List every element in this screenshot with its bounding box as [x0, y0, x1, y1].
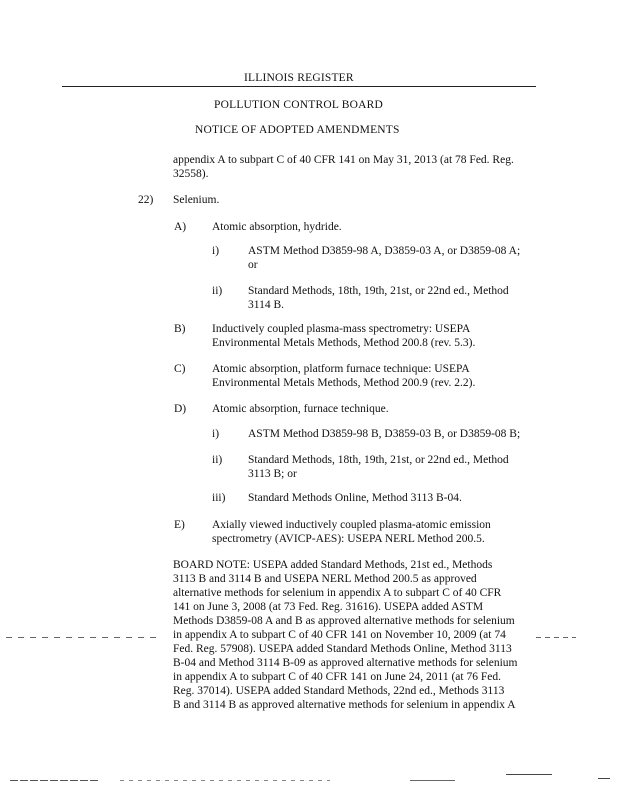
section-e-line-2: spectrometry (AVICP-AES): USEPA NERL Method 200.5. [212, 533, 485, 545]
section-d-text: Atomic absorption, furnace technique. [212, 403, 389, 415]
section-c-line-2: Environmental Metals Methods, Method 200.9 (rev. 2.2). [212, 377, 476, 389]
section-c-label: C) [174, 363, 186, 375]
footer-mark-3 [410, 780, 455, 781]
section-d-label: D) [174, 403, 187, 415]
footer-mark-1 [10, 780, 100, 781]
board-note-line-2: 3113 B and 3114 B and USEPA NERL Method 200.5 as approved [173, 573, 477, 585]
board-note-line-7: Fed. Reg. 57908). USEPA added Standard Methods Online, Method 3113 [173, 643, 512, 655]
section-c-line-1: Atomic absorption, platform furnace technique: USEPA [212, 363, 470, 375]
section-a-i-label: i) [212, 245, 220, 257]
section-a-ii-label: ii) [212, 285, 223, 297]
board-note-line-3: alternative methods for selenium in appendix A to subpart C of 40 CFR [173, 587, 502, 599]
header-rule [62, 86, 536, 87]
margin-mark-left [6, 637, 156, 638]
footer-mark-2 [120, 780, 330, 781]
section-d-ii-label: ii) [212, 454, 223, 466]
section-d-iii-label: iii) [212, 492, 226, 504]
section-d-i-line-1: ASTM Method D3859-98 B, D3859-03 B, or D3859-08 B; [248, 428, 521, 440]
section-b-line-2: Environmental Metals Methods, Method 200.8 (rev. 5.3). [212, 337, 476, 349]
register-title: ILLINOIS REGISTER [244, 72, 354, 84]
section-a-label: A) [174, 221, 187, 233]
item-number: 22) [138, 194, 154, 206]
intro-line-1: appendix A to subpart C of 40 CFR 141 on May 31, 2013 (at 78 Fed. Reg. [173, 154, 514, 166]
section-d-iii-line-1: Standard Methods Online, Method 3113 B-04. [248, 492, 462, 504]
section-d-ii-line-1: Standard Methods, 18th, 19th, 21st, or 22nd ed., Method [248, 454, 509, 466]
section-a-ii-line-2: 3114 B. [248, 299, 284, 311]
board-title: POLLUTION CONTROL BOARD [214, 99, 384, 111]
section-d-i-label: i) [212, 428, 220, 440]
footer-mark-5 [598, 778, 610, 779]
section-e-line-1: Axially viewed inductively coupled plasma-atomic emission [212, 519, 491, 531]
section-e-label: E) [174, 519, 185, 531]
section-b-label: B) [174, 323, 186, 335]
section-a-ii-line-1: Standard Methods, 18th, 19th, 21st, or 22nd ed., Method [248, 285, 509, 297]
board-note-line-5: Methods D3859-08 A and B as approved alternative methods for selenium [173, 615, 515, 627]
board-note-line-8: B-04 and Method 3114 B-09 as approved alternative methods for selenium [173, 657, 518, 669]
section-a-text: Atomic absorption, hydride. [212, 221, 342, 233]
footer-mark-4 [506, 774, 552, 775]
margin-mark-right [536, 637, 576, 638]
board-note-line-10: Reg. 37014). USEPA added Standard Methods, 22nd ed., Methods 3113 [173, 685, 505, 697]
board-note-line-11: B and 3114 B as approved alternative methods for selenium in appendix A [173, 699, 516, 711]
board-note-line-6: in appendix A to subpart C of 40 CFR 141 on November 10, 2009 (at 74 [173, 629, 506, 641]
section-d-ii-line-2: 3113 B; or [248, 468, 297, 480]
board-note-line-9: in appendix A to subpart C of 40 CFR 141 on June 24, 2011 (at 76 Fed. [173, 671, 501, 683]
section-b-line-1: Inductively coupled plasma-mass spectrometry: USEPA [212, 323, 471, 335]
board-note-line-1: BOARD NOTE: USEPA added Standard Methods, 21st ed., Methods [173, 559, 493, 571]
section-a-i-line-2: or [248, 259, 258, 271]
board-note-line-4: 141 on June 3, 2008 (at 73 Fed. Reg. 31616). USEPA added ASTM [173, 601, 484, 613]
section-a-i-line-1: ASTM Method D3859-98 A, D3859-03 A, or D3859-08 A; [248, 245, 521, 257]
intro-line-2: 32558). [173, 168, 209, 180]
notice-title: NOTICE OF ADOPTED AMENDMENTS [195, 124, 400, 136]
item-title: Selenium. [173, 194, 220, 206]
